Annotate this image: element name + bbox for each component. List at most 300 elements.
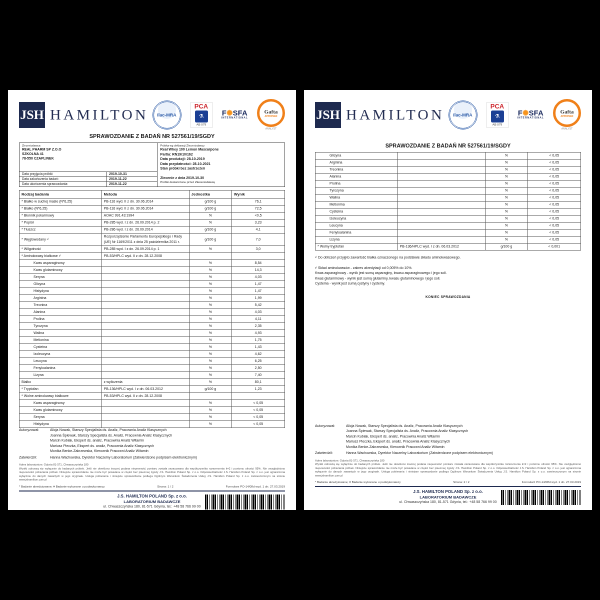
hamilton-monogram-icon: JSH <box>19 102 45 128</box>
test-method <box>102 358 190 365</box>
pca-text: PCA <box>194 102 209 110</box>
test-name: Tyrozyna <box>19 323 101 330</box>
page-number: Strona: 2 / 2 <box>453 481 470 484</box>
test-method <box>102 337 190 344</box>
test-method: PB-136/HPLC wyd. I z dn. 06.03.2012 <box>398 243 486 250</box>
dates-rows <box>20 172 157 187</box>
test-result: 7,0 <box>232 233 285 246</box>
sample-batch: Partia: RN19/10/162 <box>160 152 193 157</box>
authorized-person: Mariusz Pieczka, Ekspert ds. analiz, Pracownia Analiz Klasycznych <box>50 444 155 448</box>
test-unit: % <box>485 159 527 166</box>
date-value: 2019-10-31 <box>106 172 157 177</box>
test-name: Fenyloalanina <box>19 365 101 372</box>
test-name: Seryna <box>19 274 101 281</box>
gafta-badge-icon: Gafta APPROVED <box>553 99 581 127</box>
test-name: Alanina <box>19 309 101 316</box>
test-method <box>398 215 486 222</box>
test-result: < 0,05 <box>232 400 285 407</box>
footnote-2-lines <box>315 271 581 287</box>
authorized-label: Autoryzował: <box>19 428 40 432</box>
lab-address-note: Adres laboratorium: Gdynia 81-571, Chwaszczyńska 180 <box>19 463 89 467</box>
accreditation-badges <box>448 99 581 131</box>
test-result: 1,99 <box>232 295 285 302</box>
results-table-page1 <box>19 190 285 428</box>
col-header-method: Metoda <box>102 190 190 198</box>
test-unit: % <box>189 246 231 253</box>
test-name: * Tłuszcz <box>19 226 101 233</box>
company-address: ul. Chwaszczyńska 180, 81-571 Gdynia, tel.: +48 58 766 99 00 <box>399 500 497 504</box>
pca-glyph-icon: ⚗ <box>195 110 208 122</box>
company-address: ul. Chwaszczyńska 180, 81-571 Gdynia, tel.: +48 58 766 99 00 <box>103 504 201 509</box>
fosfa-sub: INTERNATIONAL <box>517 116 544 120</box>
test-name: Fenyloalanina <box>315 229 397 236</box>
test-unit: g/100 g <box>189 198 231 205</box>
sample-order: Zlecenie z dnia 2019-10-30 <box>160 176 205 180</box>
table-row <box>19 421 285 428</box>
company-name: J.S. HAMILTON POLAND Sp. z o.o. <box>117 493 187 499</box>
test-method: PB-286 wyd. I z dn. 26.09.2014 <box>102 226 190 233</box>
authorized-person: Marcin Kubiak, Ekspert ds. analiz, Pracownia Analiz Witamin <box>346 434 440 439</box>
company-name: J.S. HAMILTON POLAND Sp. z o.o. <box>413 489 483 494</box>
sample-production-date: Data produkcji: 28-10-2019 <box>160 157 205 161</box>
document-pages <box>8 90 592 510</box>
test-method <box>102 295 190 302</box>
test-unit: % <box>189 288 231 295</box>
test-method <box>102 407 190 414</box>
test-result: < 0,05 <box>528 215 581 222</box>
date-row <box>20 182 157 187</box>
sample-info-box <box>19 143 285 188</box>
test-unit: % <box>485 201 527 208</box>
test-name: Metionina <box>19 337 101 344</box>
test-unit <box>189 393 231 400</box>
test-name: Alanina <box>315 173 397 180</box>
footnote-line: Kwas glutaminowy - wynik jest sumą glutaminy, kwasu glutaminowego i jego soli. <box>315 276 441 281</box>
ilac-mra-badge-icon: ilac-MRA <box>152 100 181 129</box>
page2-footer <box>315 424 581 505</box>
table-row <box>19 260 285 267</box>
test-unit: % <box>189 267 231 274</box>
test-unit: % <box>189 379 231 386</box>
test-unit: % <box>189 323 231 330</box>
sample-name: Real Whey 100 Lemon Mascarpone <box>160 148 219 152</box>
test-unit: % <box>189 421 231 428</box>
table-row <box>19 288 285 295</box>
authorized-person: Joanna Śpiewak, Starszy Specjalista ds. Analiz, Pracownia Analiz Klasycznych <box>346 429 469 433</box>
test-method <box>102 330 190 337</box>
date-label: Data zakończenia badań: <box>22 177 59 181</box>
table-row <box>315 194 581 201</box>
test-name: Izoleucyna <box>19 351 101 358</box>
test-result: 72,5 <box>232 205 285 212</box>
test-name: * Wolny tryptofan <box>315 243 397 250</box>
gafta-badge-icon: Gafta APPROVED <box>257 99 285 127</box>
test-unit: % <box>485 194 527 201</box>
test-name: Glicyna <box>315 152 397 159</box>
client-label: Zleceniodawca <box>22 144 41 148</box>
results-table-page2 <box>315 152 581 251</box>
table-row <box>315 215 581 222</box>
barcode-icon <box>205 494 285 509</box>
test-name: Prolina <box>19 316 101 323</box>
test-unit: % <box>189 295 231 302</box>
test-unit: g/100 g <box>189 205 231 212</box>
table-row <box>19 351 285 358</box>
test-result: 4,03 <box>232 309 285 316</box>
test-result: < 0,05 <box>528 208 581 215</box>
table-row <box>19 246 285 253</box>
test-result: < 0,05 <box>528 222 581 229</box>
test-method <box>398 208 486 215</box>
test-method <box>398 180 486 187</box>
test-method <box>398 229 486 236</box>
hamilton-logo <box>315 102 444 128</box>
barcode-icon <box>501 490 581 505</box>
test-name: Treonina <box>315 166 397 173</box>
test-result: < 0,05 <box>528 229 581 236</box>
test-name: Treonina <box>19 302 101 309</box>
test-unit: % <box>485 215 527 222</box>
ilac-mra-badge-icon: ilac-MRA <box>448 100 477 129</box>
test-unit: % <box>485 152 527 159</box>
authorized-person: Mariusz Pieczka, Ekspert ds. analiz, Pracownia Analiz Klasycznych <box>346 440 451 444</box>
test-name: Cysteina <box>315 208 397 215</box>
table-row <box>19 309 285 316</box>
test-unit: % <box>485 208 527 215</box>
test-unit: % <box>485 222 527 229</box>
test-name: Walina <box>19 330 101 337</box>
client-block <box>20 143 157 172</box>
company-lab: LABORATORIUM BADAWCZE <box>419 495 477 500</box>
test-name: Tyrozyna <box>315 187 397 194</box>
page1-footer <box>19 428 285 509</box>
test-result: <0,5 <box>232 212 285 219</box>
test-method <box>398 166 486 173</box>
approved-person: Hanna Wachowska, Dyrektor Naczelny Laboratorium (Zatwierdzone podpisem elektronicznym) <box>346 451 493 455</box>
pca-badge-icon <box>486 102 508 128</box>
test-result: 6,25 <box>232 358 285 365</box>
footnote-1: ¹⁾ Do obliczeń przyjęto zawartość białka oznaczonego na podstawie składu aminokwasowego. <box>315 256 461 260</box>
test-result: < 0,05 <box>528 166 581 173</box>
table-row <box>19 379 285 386</box>
test-name: * Wilgotność <box>19 246 101 253</box>
footnote-2: ²⁾ Skład aminokwasów - zakres akredytacji od 0,005% do 10%. <box>315 266 413 270</box>
table-row <box>315 243 581 250</box>
table-row <box>19 198 285 205</box>
test-method <box>102 421 190 428</box>
test-method: PB-285 wyd. I z dn. 26.09.2014 p. 2 <box>102 219 190 226</box>
test-method <box>398 194 486 201</box>
test-result: 2,50 <box>232 365 285 372</box>
test-method <box>398 201 486 208</box>
table-row <box>315 201 581 208</box>
table-row <box>19 281 285 288</box>
form-number: Formularz PO-14/08d wyd. 1 dn. 27.03.2019 <box>225 485 285 489</box>
test-method: PB-285 wyd. I z dn. 26.09.2014 p. 1 <box>102 246 190 253</box>
test-result: 1,23 <box>232 386 285 393</box>
table-row <box>315 187 581 194</box>
test-unit: % <box>189 330 231 337</box>
authorized-person: Alicja Nowak, Starszy Specjalista ds. Analiz, Pracownia Analiz Klasycznych <box>346 424 463 428</box>
test-result: 3,23 <box>232 219 285 226</box>
test-method <box>102 323 190 330</box>
test-result: 80,1 <box>232 379 285 386</box>
test-result: 2,35 <box>232 323 285 330</box>
page-2 <box>304 90 592 510</box>
footer-divider <box>315 486 581 487</box>
test-name: Kwas glutaminowy <box>19 407 101 414</box>
fosfa-badge-icon: F✺SFA INTERNATIONAL <box>221 109 248 120</box>
test-result: 7,40 <box>232 372 285 379</box>
table-row <box>19 316 285 323</box>
test-name: Izoleucyna <box>315 215 397 222</box>
hamilton-monogram-icon: JSH <box>315 102 341 128</box>
test-method <box>398 159 486 166</box>
table-row <box>315 159 581 166</box>
test-result: 4,1 <box>232 226 285 233</box>
test-unit: % <box>189 260 231 267</box>
table-row <box>19 205 285 212</box>
date-label: Data przyjęcia próbki: <box>22 172 54 176</box>
table-row <box>19 372 285 379</box>
company-lab: LABORATORIUM BADAWCZE <box>123 499 181 504</box>
report-title: SPRAWOZDANIE Z BADAŃ NR 527561/19/SGDY <box>89 133 215 140</box>
test-name: Kwas glutaminowy <box>19 267 101 274</box>
client-lines <box>22 148 154 162</box>
table-row <box>315 208 581 215</box>
test-name: Leucyna <box>19 358 101 365</box>
test-name: Leucyna <box>315 222 397 229</box>
test-result: 4,11 <box>232 316 285 323</box>
company-footer <box>315 489 581 505</box>
sample-condition: Stan próbki bez zastrzeżeń <box>160 167 206 171</box>
test-method <box>102 344 190 351</box>
footnotes <box>315 256 581 301</box>
test-unit: % <box>485 236 527 243</box>
test-result: < 0,05 <box>528 194 581 201</box>
table-row <box>19 212 285 219</box>
table-row <box>19 365 285 372</box>
test-name: * Błonnik pokarmowy <box>19 212 101 219</box>
col-header-test: Rodzaj badania <box>19 190 101 198</box>
date-row <box>20 172 157 177</box>
test-result: 4,62 <box>232 351 285 358</box>
test-unit: % <box>189 302 231 309</box>
test-method: PB-53/HPLC wyd. II z dn. 28.12.2008 <box>102 253 190 260</box>
footnote-line: Cysteina - wynik jest sumą cystyny i cysteiny. <box>315 282 386 286</box>
form-number: Formularz PO-14/08d wyd. 1 dn. 27.03.2019 <box>521 481 581 484</box>
test-unit: g/100 g <box>189 226 231 233</box>
test-method: AOAC 991.43:1994 <box>102 212 190 219</box>
authorized-label: Autoryzował: <box>315 424 336 428</box>
test-method <box>398 236 486 243</box>
test-name: * Białko (N*6,25) <box>19 205 101 212</box>
test-method <box>102 260 190 267</box>
test-name: Arginina <box>19 295 101 302</box>
end-of-report-label: KONIEC SPRAWOZDANIA <box>425 295 471 299</box>
company-footer <box>19 493 285 509</box>
test-name: Kwas asparaginowy <box>19 260 101 267</box>
test-unit: % <box>189 212 231 219</box>
test-unit: % <box>189 351 231 358</box>
hamilton-wordmark: HAMILTON <box>50 106 149 123</box>
test-result: 76,1 <box>232 198 285 205</box>
page-1 <box>8 90 296 510</box>
authorized-names <box>50 428 285 454</box>
test-result: < 0,05 <box>528 180 581 187</box>
table-row <box>19 323 285 330</box>
test-result: < 0,001 <box>528 243 581 250</box>
test-result: < 0,05 <box>528 201 581 208</box>
test-name: Histydyna <box>19 288 101 295</box>
test-unit: g/100 g <box>189 233 231 246</box>
test-unit: g/100 g <box>189 386 231 393</box>
test-method <box>398 152 486 159</box>
date-value: 2019-11-22 <box>106 182 157 187</box>
test-unit: % <box>485 187 527 194</box>
test-unit: % <box>485 173 527 180</box>
test-name: Kwas asparaginowy <box>19 400 101 407</box>
test-result <box>232 253 285 260</box>
approved-label: Zatwierdził: <box>315 451 333 455</box>
table-row <box>315 236 581 243</box>
table-row <box>315 222 581 229</box>
test-result: < 0,05 <box>528 187 581 194</box>
hamilton-logo <box>19 102 148 128</box>
page2-header <box>315 97 581 140</box>
test-unit: % <box>189 281 231 288</box>
table-row <box>19 274 285 281</box>
test-name: * Popiół <box>19 219 101 226</box>
test-result: 3,0 <box>232 246 285 253</box>
page-number: Strona: 1 / 2 <box>157 485 174 489</box>
table-row <box>19 400 285 407</box>
pca-glyph-icon: ⚗ <box>491 110 504 122</box>
authorized-person: Marcin Kubiak, Ekspert ds. analiz, Pracownia Analiz Witamin <box>50 439 144 443</box>
table-row <box>315 180 581 187</box>
test-name: * Tryptofan <box>19 386 101 393</box>
table-row <box>19 386 285 393</box>
disclaimer-note: Wyniki odnoszą się wyłącznie do badanych próbek. Jeśli nie określono inaczej podana niepewność pomiaru została oszacowana dla współczynnika rozszerzenia k=2 i poziomu ufności 95%. Nie uwzględniono niepewności pobierania próbek. Niniejsze sprawozdanie nie może być powielane w części bez pisemnej zgody J.S. Hamilton Poland Sp. z o.o. Odpowiedzialność J.S. Hamilton Poland Sp. z o.o. jest ograniczona wyłącznie do danych zawartych w jego oryginale. Usługa pobierania i niniejsze sprawozdanie podlega Ogólnym Warunkom Świadczenia Usług J.S. Hamilton Poland Sp. z o.o. zamieszczonym na stronie www.jshamilton.com.pl <box>315 463 581 478</box>
table-row <box>19 233 285 246</box>
test-result: < 0,05 <box>528 152 581 159</box>
sample-delivery: Próbki dostarczone przez Zleceniodawcę <box>160 181 215 184</box>
test-method: PB-116 wyd. II z dn. 30.06.2014 <box>102 205 190 212</box>
table-row <box>19 407 285 414</box>
test-result: < 0,05 <box>232 407 285 414</box>
table-row <box>19 358 285 365</box>
test-unit: % <box>189 316 231 323</box>
test-method <box>102 302 190 309</box>
test-result: 14,3 <box>232 267 285 274</box>
date-row <box>20 177 157 182</box>
test-method <box>398 187 486 194</box>
test-method <box>398 173 486 180</box>
test-result: 4,03 <box>232 274 285 281</box>
test-method <box>102 281 190 288</box>
date-value: 2019-11-22 <box>106 177 157 182</box>
authorized-person: Monika Benke-Zakrzewska, Kierownik Pracowni Analiz Witamin <box>50 449 149 453</box>
test-result: < 0,05 <box>528 236 581 243</box>
approved-label: Zatwierdził: <box>19 455 37 460</box>
test-unit: g/100 g <box>485 243 527 250</box>
table-row <box>315 173 581 180</box>
fosfa-sub: INTERNATIONAL <box>221 116 248 120</box>
table-row <box>19 302 285 309</box>
test-name: * Aminokwasy białkowe ²⁾ <box>19 253 101 260</box>
table-row <box>315 166 581 173</box>
test-name: Glicyna <box>19 281 101 288</box>
table-row <box>19 253 285 260</box>
test-result <box>232 393 285 400</box>
table-row <box>315 229 581 236</box>
test-method <box>398 222 486 229</box>
test-result: 8,54 <box>232 260 285 267</box>
table-row <box>19 267 285 274</box>
pca-badge-icon <box>190 102 212 128</box>
gafta-sub: ANALYST <box>561 127 573 131</box>
table-row <box>19 393 285 400</box>
authorized-names <box>346 424 581 450</box>
test-result: 4,93 <box>232 330 285 337</box>
test-method <box>102 365 190 372</box>
test-unit: % <box>189 337 231 344</box>
col-header-result: Wynik <box>232 190 285 198</box>
client-line: SZKOLNA 41 <box>22 152 44 156</box>
test-unit: % <box>189 274 231 281</box>
test-unit: % <box>189 414 231 421</box>
legend-note: * Badanie akredytowane; # Badanie wykonane u podwykonawcy <box>19 485 105 489</box>
test-result: 1,47 <box>232 281 285 288</box>
test-unit: % <box>485 180 527 187</box>
test-method <box>102 351 190 358</box>
table-row <box>19 330 285 337</box>
test-name: Lizyna <box>315 236 397 243</box>
test-result: < 0,05 <box>232 414 285 421</box>
table-row <box>19 414 285 421</box>
disclaimer-note: Wyniki odnoszą się wyłącznie do badanych próbek. Jeśli nie określono inaczej podana niepewność pomiaru została oszacowana dla współczynnika rozszerzenia k=2 i poziomu ufności 95%. Nie uwzględniono niepewności pobierania próbek. Niniejsze sprawozdanie nie może być powielane w części bez pisemnej zgody J.S. Hamilton Poland Sp. z o.o. Odpowiedzialność J.S. Hamilton Poland Sp. z o.o. jest ograniczona wyłącznie do danych zawartych w jego oryginale. Usługa pobierania i niniejsze sprawozdanie podlega Ogólnym Warunkom Świadczenia Usług J.S. Hamilton Poland Sp. z o.o. zamieszczonym na stronie www.jshamilton.com.pl <box>19 467 285 482</box>
test-method: z wyliczenia <box>102 379 190 386</box>
test-unit: % <box>189 372 231 379</box>
test-name: Seryna <box>19 414 101 421</box>
test-unit: % <box>485 229 527 236</box>
test-name: Histydyna <box>19 421 101 428</box>
test-result: 1,47 <box>232 288 285 295</box>
table-row <box>19 344 285 351</box>
gafta-sub: ANALYST <box>265 127 277 131</box>
results-header-row <box>19 190 285 198</box>
test-unit <box>189 253 231 260</box>
test-method <box>102 400 190 407</box>
pca-number: AB 079 <box>492 123 503 127</box>
test-name: Arginina <box>315 159 397 166</box>
test-result: < 0,05 <box>528 173 581 180</box>
test-method <box>102 288 190 295</box>
test-name: Białko <box>19 379 101 386</box>
test-unit: % <box>189 344 231 351</box>
footnote-line: Kwas asparaginowy - wynik jest sumą asparaginy, kwasu asparaginowego i jego soli. <box>315 271 447 275</box>
approved-person: Hanna Wachowska, Dyrektor Naczelny Laboratorium (Zatwierdzone podpisem elektronicznym) <box>50 455 197 460</box>
sample-expiry-date: Data przydatności: 28-10-2021 <box>160 162 211 166</box>
authorized-person: Joanna Śpiewak, Starszy Specjalista ds. Analiz, Pracownia Analiz Klasycznych <box>50 433 173 438</box>
sample-block <box>157 143 284 187</box>
test-method <box>102 267 190 274</box>
test-method <box>102 316 190 323</box>
test-name: * Białko w suchej masie (N*6,25) <box>19 198 101 205</box>
table-row <box>19 226 285 233</box>
page1-header <box>19 97 285 131</box>
table-row <box>19 219 285 226</box>
